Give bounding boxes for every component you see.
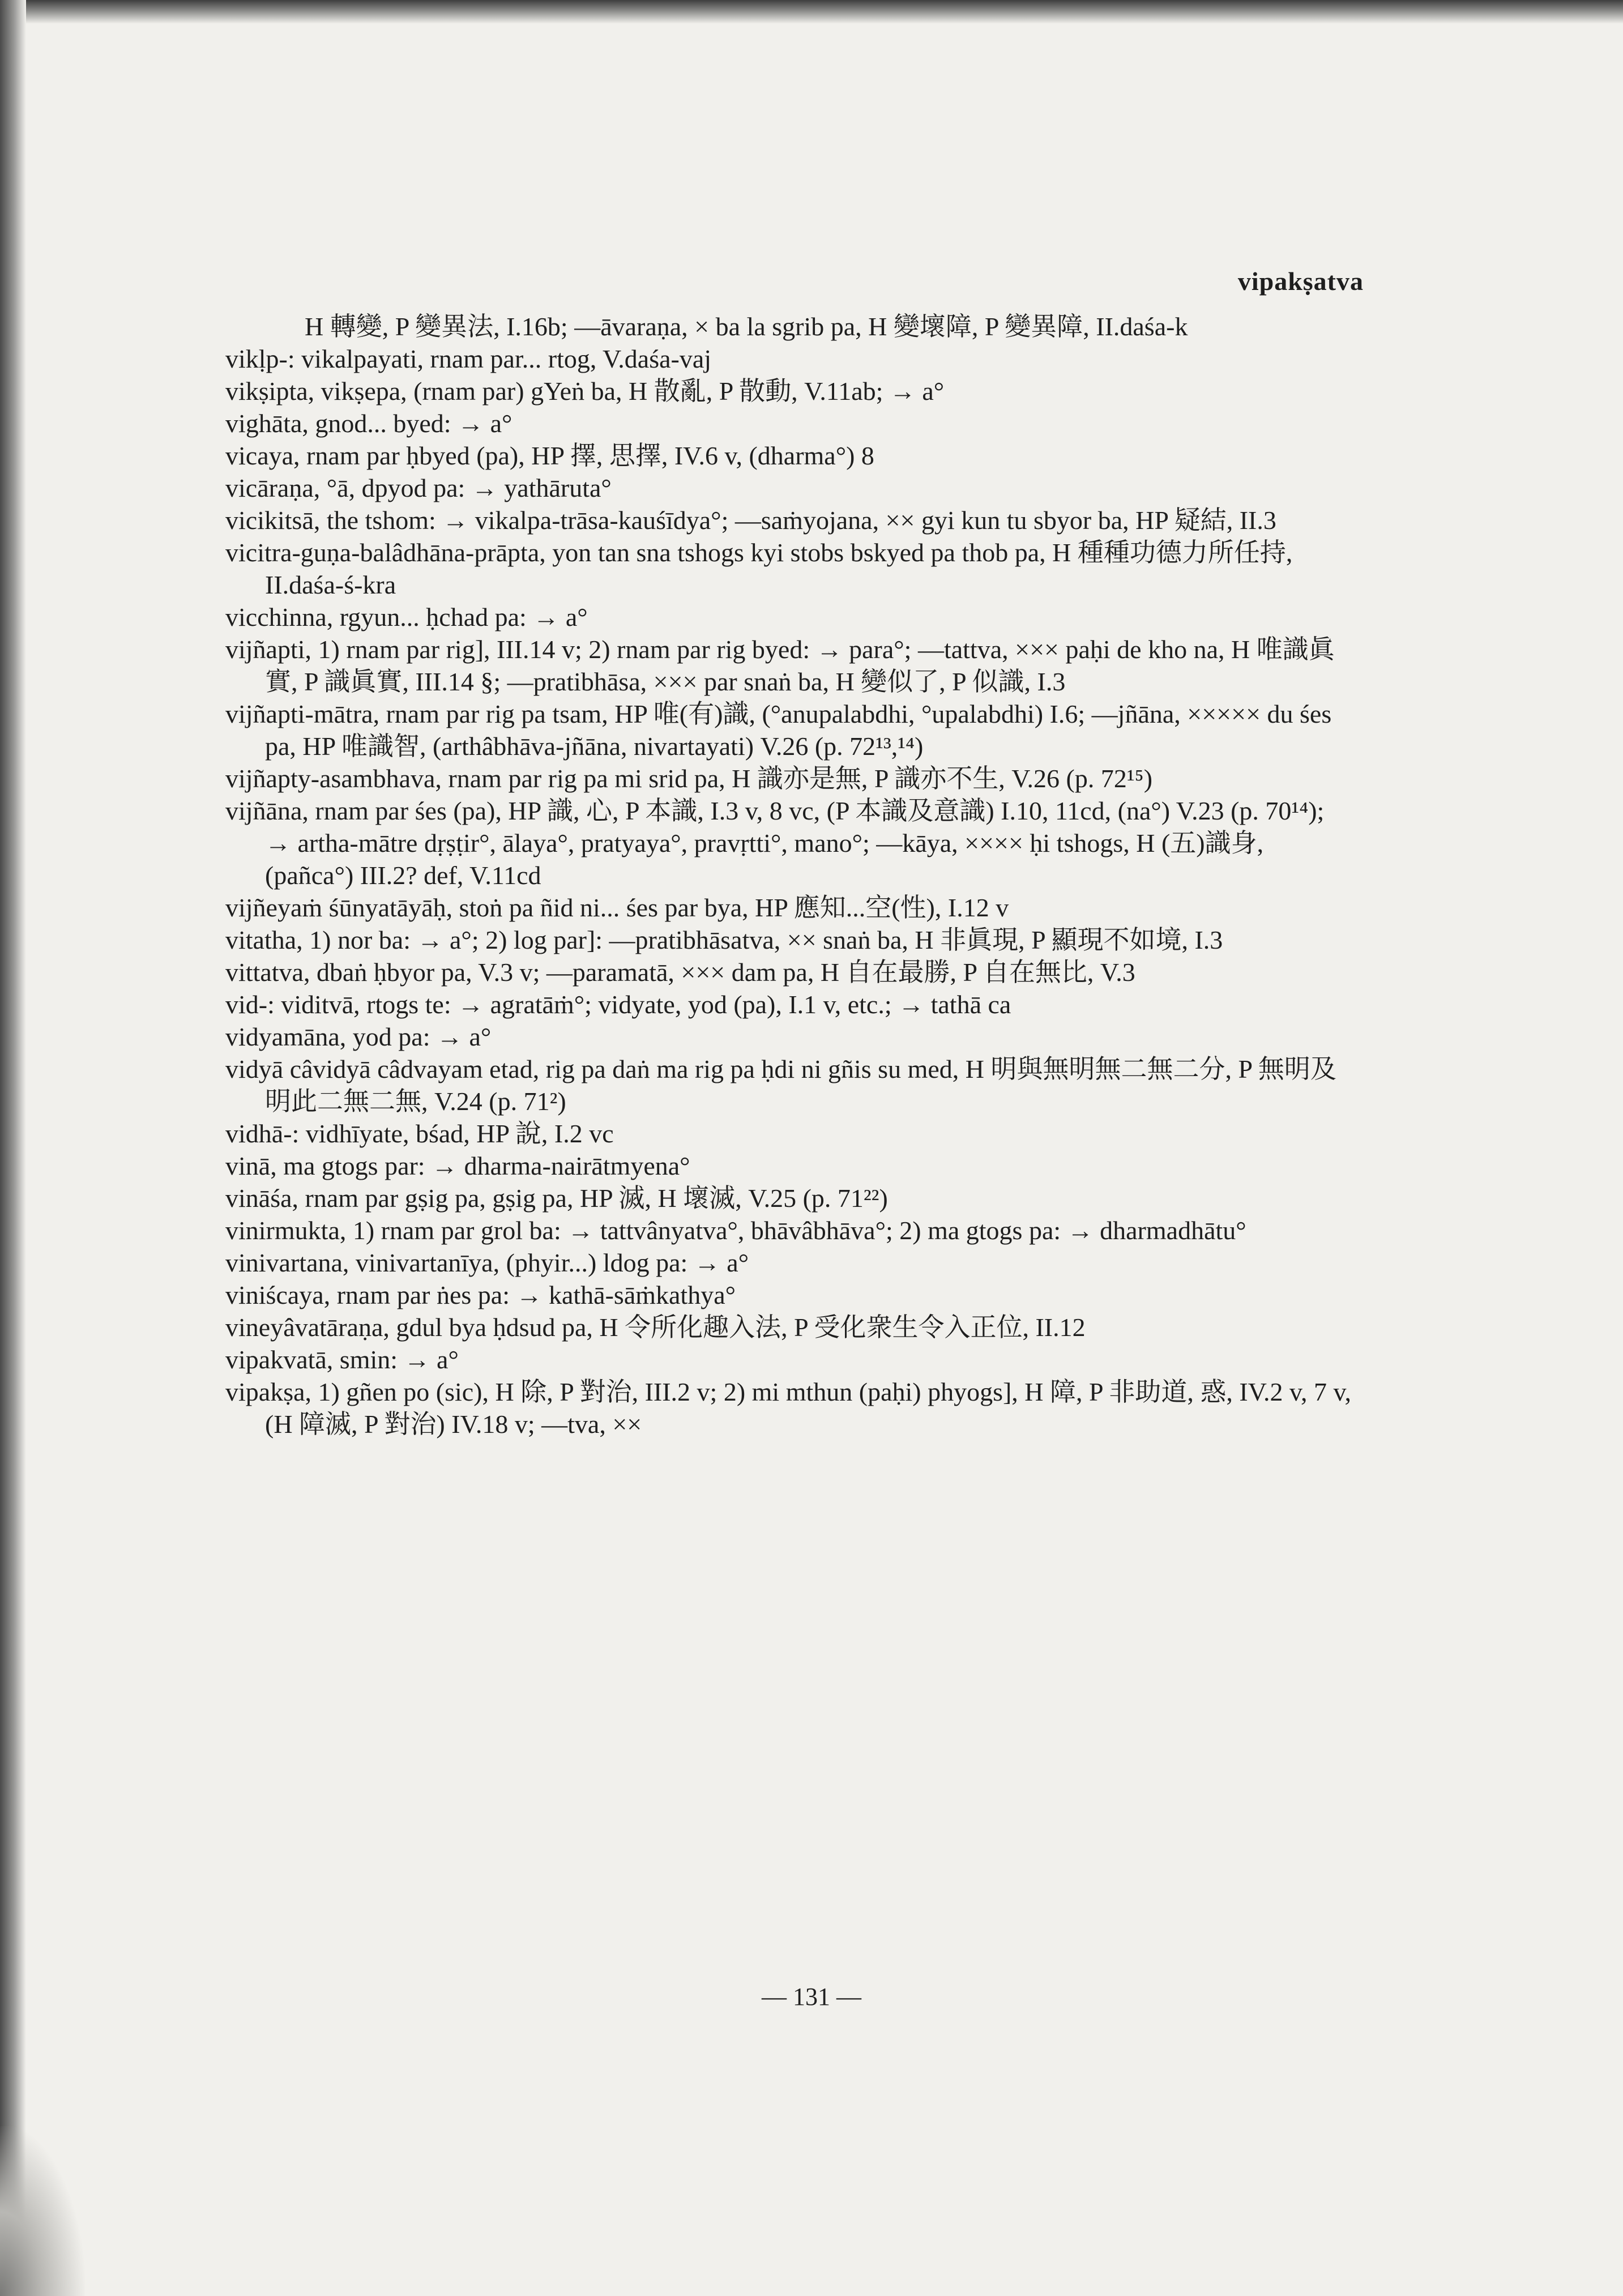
glossary-entry: vikṣipta, vikṣepa, (rnam par) gYeṅ ba, H 散亂, P 散動, V.11ab; → a° <box>225 377 945 406</box>
glossary-entry: vicitra-guṇa-balâdhāna-prāpta, yon tan sna tshogs kyi stobs bskyed pa thob pa, H 種種功德力所任持, II.daśa-ś-kra <box>225 538 1293 599</box>
running-header: vipakṣatva <box>1237 267 1364 296</box>
glossary-entry: vidhā-: vidhīyate, bśad, HP 說, I.2 vc <box>225 1119 614 1148</box>
glossary-entry: vicikitsā, the tshom: → vikalpa-trāsa-kauśīdya°; —saṁyojana, ×× gyi kun tu sbyor ba, HP 疑結, II.3 <box>225 506 1276 535</box>
glossary-entries <box>225 310 1353 1440</box>
glossary-entry: vipakvatā, smin: → a° <box>225 1345 459 1374</box>
glossary-entry: vijñapti-mātra, rnam par rig pa tsam, HP 唯(有)識, (°anupalabdhi, °upalabdhi) I.6; —jñāna, ××××× du śes pa, HP 唯識智, (arthâbhāva-jñāna, nivartayati) V.26 (p. 72¹³,¹⁴) <box>225 699 1332 761</box>
glossary-entry: vicāraṇa, °ā, dpyod pa: → yathāruta° <box>225 473 612 502</box>
glossary-entry: vikḷp-: vikalpayati, rnam par... rtog, V.daśa-vaj <box>225 344 712 373</box>
glossary-entry: vijñeyaṁ śūnyatāyāḥ, stoṅ pa ñid ni... śes par bya, HP 應知...空(性), I.12 v <box>225 893 1009 922</box>
glossary-entry: vineyâvatāraṇa, gdul bya ḥdsud pa, H 令所化趣入法, P 受化衆生令入正位, II.12 <box>225 1313 1086 1342</box>
glossary-entry: vinā, ma gtogs par: → dharma-nairātmyena° <box>225 1151 690 1180</box>
scan-shadow-top <box>0 0 1623 24</box>
glossary-entry: vināśa, rnam par gṣig pa, gṣig pa, HP 滅, H 壞滅, V.25 (p. 71²²) <box>225 1184 888 1213</box>
glossary-entry: vicchinna, rgyun... ḥchad pa: → a° <box>225 603 588 631</box>
glossary-entry: vighāta, gnod... byed: → a° <box>225 409 512 438</box>
glossary-entry: vid-: viditvā, rtogs te: → agratāṁ°; vidyate, yod (pa), I.1 v, etc.; → tathā ca <box>225 990 1011 1019</box>
glossary-entry: vinivartana, vinivartanīya, (phyir...) ldog pa: → a° <box>225 1248 749 1277</box>
glossary-entry: H 轉變, P 變異法, I.16b; —āvaraṇa, × ba la sgrib pa, H 變壞障, P 變異障, II.daśa-k <box>305 312 1188 341</box>
glossary-entry: vipakṣa, 1) gñen po (sic), H 除, P 對治, III.2 v; 2) mi mthun (paḥi) phyogs], H 障, P 非助道, 惑, IV.2 v, 7 v, (H 障滅, P 對治) IV.18 v; —tva, ×× <box>225 1377 1352 1439</box>
glossary-entry: viniścaya, rnam par ṅes pa: → kathā-sāṁkathya° <box>225 1281 736 1309</box>
glossary-entry: vidyā câvidyā câdvayam etad, rig pa daṅ ma rig pa ḥdi ni gñis su med, H 明與無明無二無二分, P 無明及明此二無二無, V.24 (p. 71²) <box>225 1055 1336 1116</box>
glossary-entry: vijñāna, rnam par śes (pa), HP 識, 心, P 本識, I.3 v, 8 vc, (P 本識及意識) I.10, 11cd, (na°) V.23 (p. 70¹⁴); → artha-mātre dṛṣṭir°, ālaya°, pratyaya°, pravṛtti°, mano°; —kāya, ×××× ḥi tshogs, H (五)識身, (pañca°) III.2? def, V.11cd <box>225 796 1325 890</box>
glossary-entry: vinirmukta, 1) rnam par grol ba: → tattvânyatva°, bhāvâbhāva°; 2) ma gtogs pa: → dharmadhātu° <box>225 1216 1246 1245</box>
glossary-entry: vicaya, rnam par ḥbyed (pa), HP 擇, 思擇, IV.6 v, (dharma°) 8 <box>225 441 874 470</box>
scan-shadow-corner <box>0 2126 85 2296</box>
glossary-entry: vijñapti, 1) rnam par rig], III.14 v; 2) rnam par rig byed: → para°; —tattva, ××× paḥi de kho na, H 唯識眞實, P 識眞實, III.14 §; —pratibhāsa, ××× par snaṅ ba, H 變似了, P 似識, I.3 <box>225 635 1335 696</box>
glossary-entry: vitatha, 1) nor ba: → a°; 2) log par]: —pratibhāsatva, ×× snaṅ ba, H 非眞現, P 顯現不如境, I.3 <box>225 925 1223 954</box>
glossary-entry: vittatva, dbaṅ ḥbyor pa, V.3 v; —paramatā, ××× dam pa, H 自在最勝, P 自在無比, V.3 <box>225 958 1135 987</box>
glossary-entry: vidyamāna, yod pa: → a° <box>225 1022 492 1051</box>
glossary-entry: vijñapty-asambhava, rnam par rig pa mi srid pa, H 識亦是無, P 識亦不生, V.26 (p. 72¹⁵) <box>225 764 1153 793</box>
scan-shadow-left <box>0 0 26 2296</box>
page-number: — 131 — <box>762 1983 861 2011</box>
